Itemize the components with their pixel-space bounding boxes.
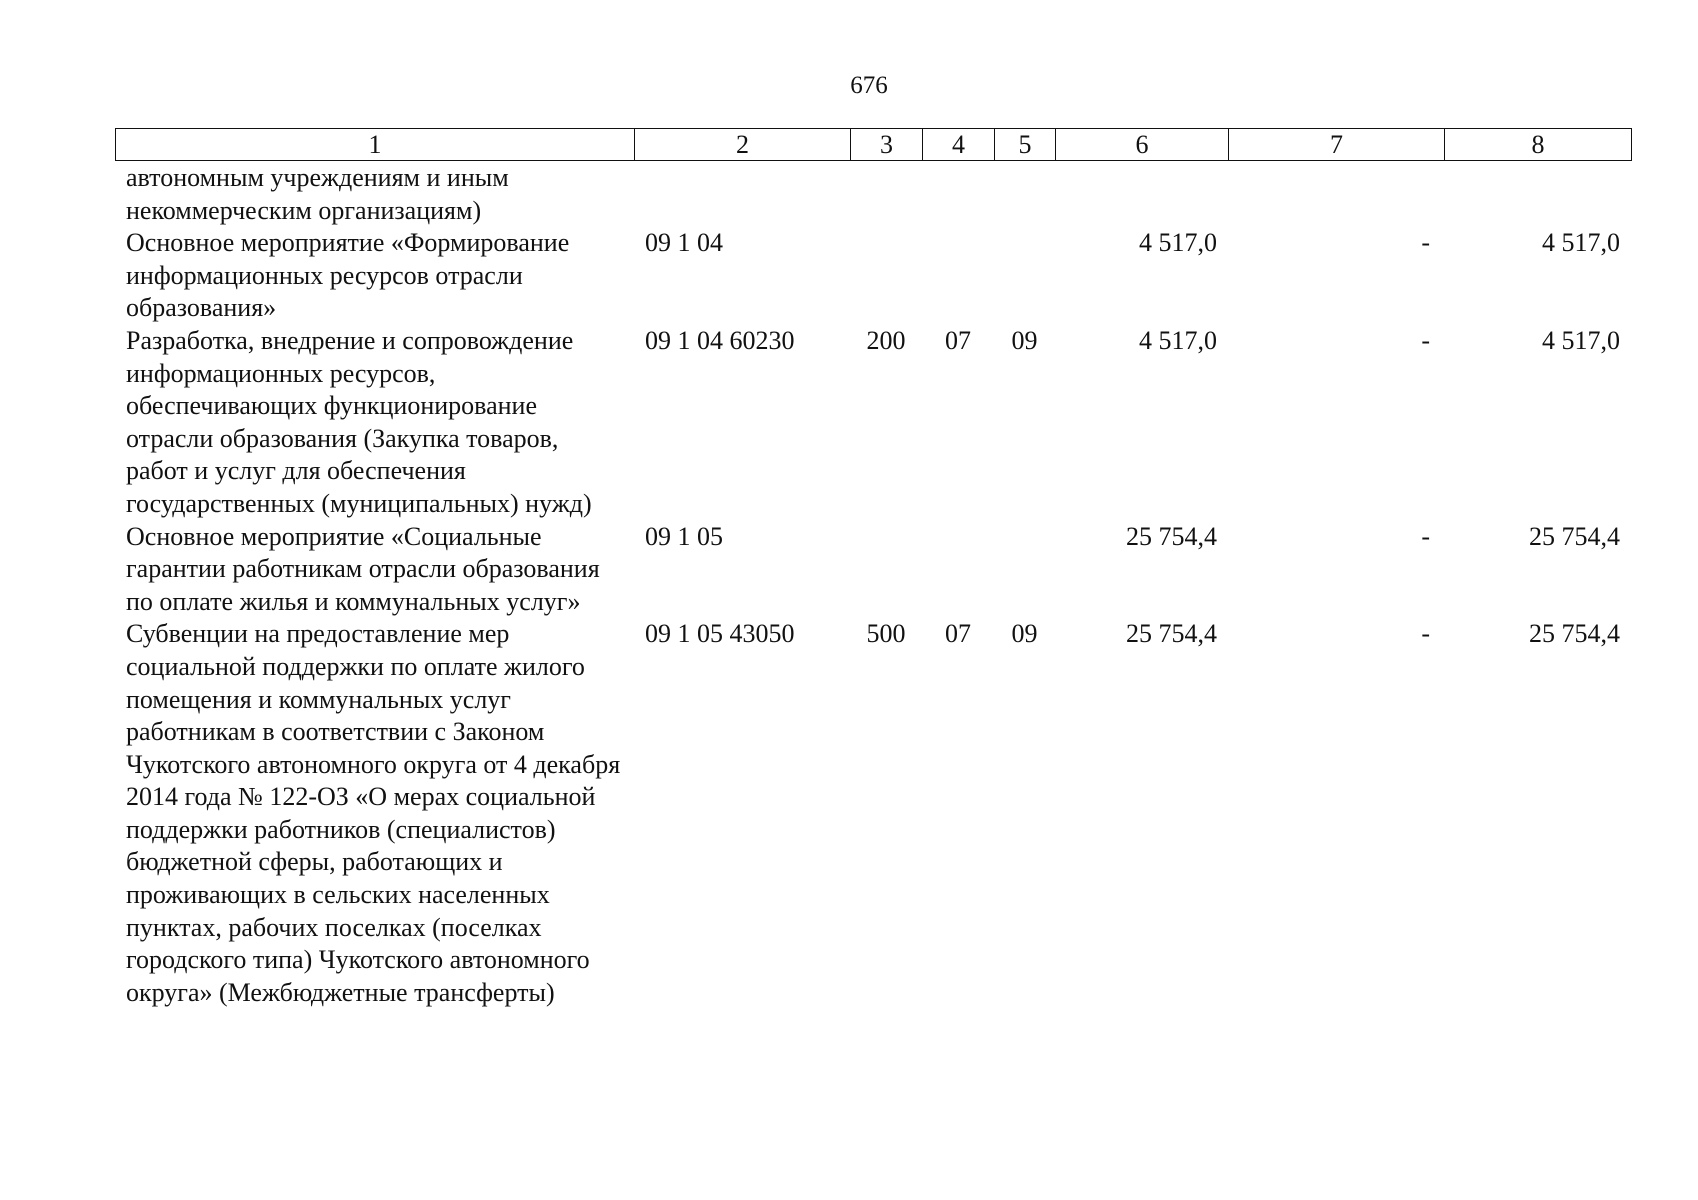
row-col8: 4 517,0 — [1542, 325, 1620, 355]
table-row — [115, 227, 1631, 325]
table-row — [115, 162, 1631, 227]
row-col6: 4 517,0 — [1139, 228, 1217, 258]
row-col5 — [994, 521, 1055, 619]
row-name: Субвенции на предоставление мер социальной поддержки по оплате жилого помещения и коммунальных услуг работникам в соответствии с Законом Чукотского автономного округа от 4 декабря 2014 года № 122-ОЗ «О мерах социальной поддержки работников (специалистов) бюджетной сферы, работающих и проживающих в сельских населенных пунктах, рабочих поселках (поселках городского типа) Чукотского автономного округа» (Межбюджетные трансферты) — [126, 619, 621, 1007]
row-col7: - — [1421, 619, 1430, 649]
row-col8: 4 517,0 — [1542, 228, 1620, 258]
row-col8 — [1444, 162, 1631, 227]
row-col5: 09 — [1011, 325, 1038, 355]
row-col3: 200 — [866, 325, 906, 355]
row-name: автономным учреждениям и иным некоммерческим организациям) — [126, 163, 509, 225]
column-header-table — [115, 128, 1632, 161]
row-col3 — [850, 227, 922, 325]
table-row — [115, 325, 1631, 521]
column-header-row — [116, 129, 1632, 161]
table-row — [115, 521, 1631, 619]
row-col6: 25 754,4 — [1126, 521, 1217, 551]
row-col3 — [850, 521, 922, 619]
row-col4 — [922, 162, 994, 227]
row-col7: - — [1421, 325, 1430, 355]
column-header-4: 4 — [923, 129, 995, 161]
row-col7: - — [1421, 228, 1430, 258]
row-col6: 25 754,4 — [1126, 619, 1217, 649]
budget-table — [115, 162, 1631, 1009]
row-col5 — [994, 227, 1055, 325]
table-row — [115, 618, 1631, 1009]
row-col7: - — [1421, 521, 1430, 551]
row-col3: 500 — [866, 619, 906, 649]
row-col4 — [922, 521, 994, 619]
row-col4: 07 — [945, 619, 971, 649]
row-code: 09 1 04 60230 — [645, 325, 795, 355]
column-header-2: 2 — [635, 129, 851, 161]
row-col7 — [1228, 162, 1444, 227]
column-header-3: 3 — [851, 129, 923, 161]
row-col6 — [1055, 162, 1228, 227]
row-code: 09 1 04 — [645, 228, 723, 258]
column-header-1: 1 — [116, 129, 635, 161]
column-header-5: 5 — [995, 129, 1056, 161]
row-col5 — [994, 162, 1055, 227]
row-name: Основное мероприятие «Формирование информационных ресурсов отрасли образования» — [126, 228, 570, 323]
row-col3 — [850, 162, 922, 227]
column-header-8: 8 — [1445, 129, 1632, 161]
row-code — [634, 162, 850, 227]
row-col4: 07 — [945, 325, 971, 355]
row-col8: 25 754,4 — [1529, 619, 1620, 649]
row-name: Основное мероприятие «Социальные гарантии работникам отрасли образования по оплате жилья и коммунальных услуг» — [126, 521, 600, 616]
row-col5: 09 — [1011, 619, 1038, 649]
column-header-6: 6 — [1056, 129, 1229, 161]
row-col8: 25 754,4 — [1529, 521, 1620, 551]
column-header-7: 7 — [1229, 129, 1445, 161]
row-name: Разработка, внедрение и сопровождение информационных ресурсов, обеспечивающих функционирование отрасли образования (Закупка товаров, работ и услуг для обеспечения государственных (муниципальных) нужд) — [126, 325, 592, 518]
row-col6: 4 517,0 — [1139, 325, 1217, 355]
page-number: 676 — [850, 72, 888, 99]
row-code: 09 1 05 — [645, 521, 723, 551]
row-col4 — [922, 227, 994, 325]
row-code: 09 1 05 43050 — [645, 619, 795, 649]
